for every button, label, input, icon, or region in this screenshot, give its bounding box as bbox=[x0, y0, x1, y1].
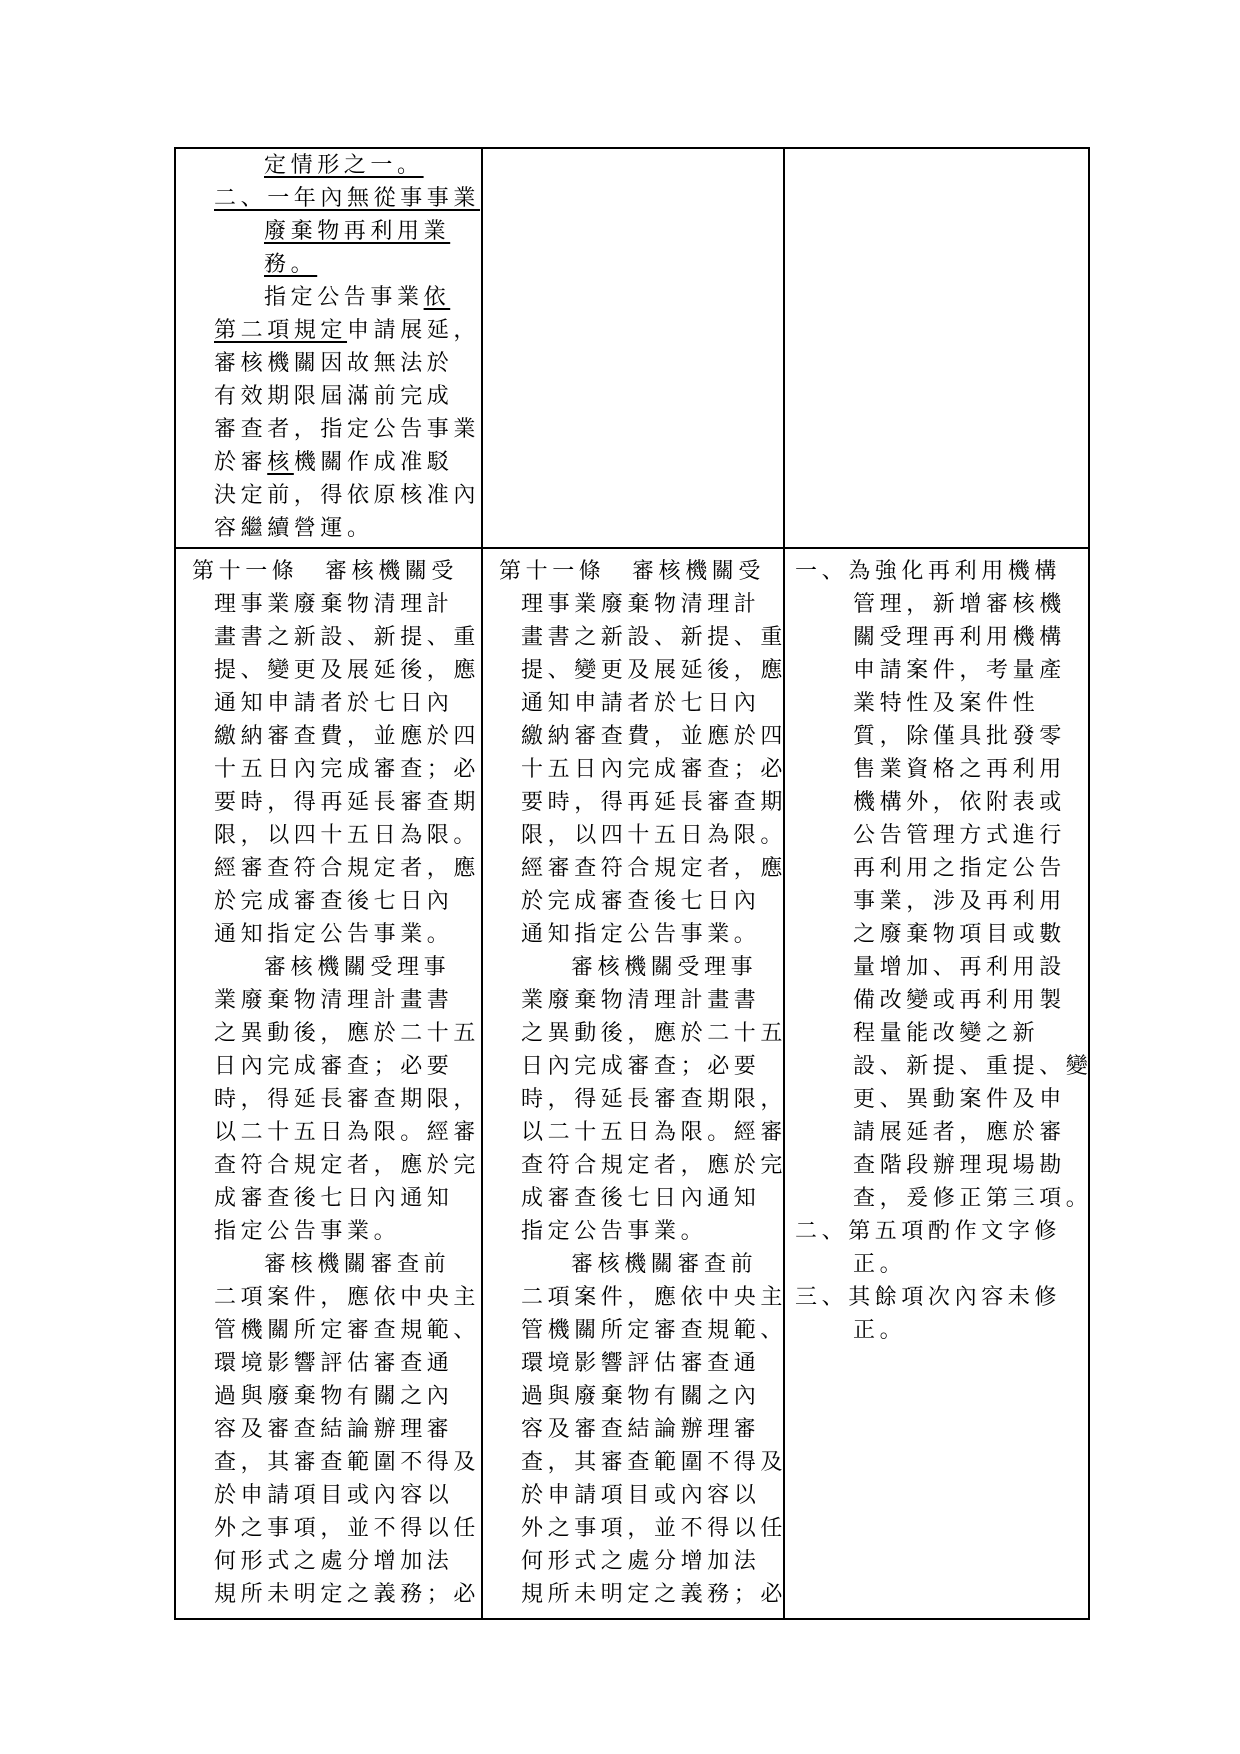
text-line: 成審查後七日內通知 bbox=[214, 1186, 454, 1211]
text-line: 指定公告事業。 bbox=[521, 1219, 708, 1244]
text-line: 正。 bbox=[853, 1318, 907, 1343]
text-line: 申請案件，考量產 bbox=[853, 658, 1066, 683]
text-line: 審查者，指定公告事業 bbox=[214, 417, 481, 442]
text-line: 容及審查結論辦理審 bbox=[214, 1417, 454, 1442]
text-line: 容繼續營運。 bbox=[214, 516, 374, 541]
text-line: 指定公告事業。 bbox=[214, 1219, 401, 1244]
text-line: 繳納審查費，並應於四 bbox=[521, 724, 788, 749]
text-line: 業特性及案件性 bbox=[853, 691, 1040, 716]
text-line: 畫書之新設、新提、重 bbox=[521, 625, 788, 650]
text-line: 有效期限屆滿前完成 bbox=[214, 384, 454, 409]
current-text-cell bbox=[482, 148, 784, 548]
text-line: 量增加、再利用設 bbox=[853, 955, 1066, 980]
text-line: 過與廢棄物有關之內 bbox=[521, 1384, 761, 1409]
text-line: 日內完成審查；必要 bbox=[521, 1054, 761, 1079]
text-line: 程量能改變之新 bbox=[853, 1021, 1040, 1046]
text-line: 限，以四十五日為限。 bbox=[214, 823, 481, 848]
amended-text-cell bbox=[175, 148, 482, 548]
text-line: 規所未明定之義務；必 bbox=[214, 1582, 481, 1607]
text-line: 再利用之指定公告 bbox=[853, 856, 1066, 881]
article-heading: 第十一條 審核機關受 bbox=[499, 559, 766, 584]
text-line: 環境影響評估審查通 bbox=[521, 1351, 761, 1376]
explanation-item: 三、其餘項次內容未修 bbox=[795, 1285, 1062, 1310]
text-line: 查階段辦理現場勘 bbox=[853, 1153, 1066, 1178]
text-line: 理事業廢棄物清理計 bbox=[521, 592, 761, 617]
text-line: 業廢棄物清理計畫書 bbox=[521, 988, 761, 1013]
text-line: 通知申請者於七日內 bbox=[521, 691, 761, 716]
amended-article-11 bbox=[175, 548, 482, 1619]
text-line: 十五日內完成審查；必 bbox=[214, 757, 481, 782]
text-line: 時，得延長審查期限， bbox=[214, 1087, 481, 1112]
article-11-row bbox=[175, 548, 1089, 1619]
article-heading: 第十一條 審核機關受 bbox=[192, 559, 459, 584]
text-line: 通知指定公告事業。 bbox=[521, 922, 761, 947]
text-line: 經審查符合規定者，應 bbox=[214, 856, 481, 881]
paragraph-start: 審核機關受理事 bbox=[264, 955, 451, 980]
text-line: 規所未明定之義務；必 bbox=[521, 1582, 788, 1607]
explanation-item: 一、為強化再利用機構 bbox=[795, 559, 1062, 584]
text-line: 之異動後，應於二十五 bbox=[521, 1021, 788, 1046]
text-line: 時，得延長審查期限， bbox=[521, 1087, 788, 1112]
paragraph-start: 審核機關審查前 bbox=[571, 1252, 758, 1277]
text-line: 成審查後七日內通知 bbox=[521, 1186, 761, 1211]
text-line: 日內完成審查；必要 bbox=[214, 1054, 454, 1079]
text-line: 之異動後，應於二十五 bbox=[214, 1021, 481, 1046]
text-line: 決定前，得依原核准內 bbox=[214, 483, 481, 508]
paragraph-start: 審核機關審查前 bbox=[264, 1252, 451, 1277]
text-line: 二項案件，應依中央主 bbox=[214, 1285, 481, 1310]
text-line: 查，其審查範圍不得及 bbox=[214, 1450, 481, 1475]
text-line: 二項案件，應依中央主 bbox=[521, 1285, 788, 1310]
text-line: 質，除僅具批發零 bbox=[853, 724, 1066, 749]
text-line: 外之事項，並不得以任 bbox=[214, 1516, 481, 1541]
text-line: 提、變更及展延後，應 bbox=[214, 658, 481, 683]
text-line: 查符合規定者，應於完 bbox=[521, 1153, 788, 1178]
explanation-item: 二、第五項酌作文字修 bbox=[795, 1219, 1062, 1244]
text-line: 定情形之一。 bbox=[264, 153, 424, 178]
text-line: 通知申請者於七日內 bbox=[214, 691, 454, 716]
text-line: 備改變或再利用製 bbox=[853, 988, 1066, 1013]
text-line: 環境影響評估審查通 bbox=[214, 1351, 454, 1376]
text-line: 通知指定公告事業。 bbox=[214, 922, 454, 947]
text-line: 售業資格之再利用 bbox=[853, 757, 1066, 782]
text-line: 畫書之新設、新提、重 bbox=[214, 625, 481, 650]
text-line: 管機關所定審查規範、 bbox=[521, 1318, 788, 1343]
text-line: 外之事項，並不得以任 bbox=[521, 1516, 788, 1541]
text-line: 何形式之處分增加法 bbox=[521, 1549, 761, 1574]
text-line: 查，爰修正第三項。 bbox=[853, 1186, 1093, 1211]
text-line: 審核機關因故無法於 bbox=[214, 351, 454, 376]
text-line: 於申請項目或內容以 bbox=[214, 1483, 454, 1508]
current-article-11 bbox=[482, 548, 788, 1619]
text-line: 正。 bbox=[853, 1252, 907, 1277]
text-line: 以二十五日為限。經審 bbox=[214, 1120, 481, 1145]
text-line: 設、新提、重提、變 bbox=[853, 1054, 1093, 1079]
text-line: 繳納審查費，並應於四 bbox=[214, 724, 481, 749]
text-line: 何形式之處分增加法 bbox=[214, 1549, 454, 1574]
text-line: 於完成審查後七日內 bbox=[521, 889, 761, 914]
text-line: 以二十五日為限。經審 bbox=[521, 1120, 788, 1145]
text-line: 之廢棄物項目或數 bbox=[853, 922, 1066, 947]
text-line: 二、一年內無從事事業 bbox=[214, 186, 481, 211]
text-line: 關受理再利用機構 bbox=[853, 625, 1066, 650]
text-line: 務。 bbox=[264, 252, 318, 277]
text-line: 業廢棄物清理計畫書 bbox=[214, 988, 454, 1013]
paragraph-start: 審核機關受理事 bbox=[571, 955, 758, 980]
text-line: 查符合規定者，應於完 bbox=[214, 1153, 481, 1178]
text-line: 管理，新增審核機 bbox=[853, 592, 1066, 617]
text-line: 限，以四十五日為限。 bbox=[521, 823, 788, 848]
text-line: 公告管理方式進行 bbox=[853, 823, 1066, 848]
text-line: 於審核機關作成准駁 bbox=[214, 450, 454, 475]
text-line: 於完成審查後七日內 bbox=[214, 889, 454, 914]
text-line: 機構外，依附表或 bbox=[853, 790, 1066, 815]
text-line: 十五日內完成審查；必 bbox=[521, 757, 788, 782]
text-line: 查，其審查範圍不得及 bbox=[521, 1450, 788, 1475]
text-line: 要時，得再延長審查期 bbox=[214, 790, 481, 815]
continuation-row bbox=[175, 148, 1089, 548]
text-line: 廢棄物再利用業 bbox=[264, 219, 451, 244]
text-line: 管機關所定審查規範、 bbox=[214, 1318, 481, 1343]
text-line: 容及審查結論辦理審 bbox=[521, 1417, 761, 1442]
text-line: 經審查符合規定者，應 bbox=[521, 856, 788, 881]
text-line: 事業，涉及再利用 bbox=[853, 889, 1066, 914]
text-line: 第二項規定申請展延， bbox=[214, 318, 481, 343]
text-line: 更、異動案件及申 bbox=[853, 1087, 1066, 1112]
text-line: 請展延者，應於審 bbox=[853, 1120, 1066, 1145]
explanation-cell bbox=[784, 148, 1089, 548]
text-line: 要時，得再延長審查期 bbox=[521, 790, 788, 815]
explanation-article-11 bbox=[784, 548, 1093, 1619]
text-line: 提、變更及展延後，應 bbox=[521, 658, 788, 683]
text-line: 過與廢棄物有關之內 bbox=[214, 1384, 454, 1409]
comparison-table bbox=[174, 147, 1093, 1620]
text-line: 於申請項目或內容以 bbox=[521, 1483, 761, 1508]
text-line: 理事業廢棄物清理計 bbox=[214, 592, 454, 617]
text-line: 指定公告事業依 bbox=[264, 285, 451, 310]
